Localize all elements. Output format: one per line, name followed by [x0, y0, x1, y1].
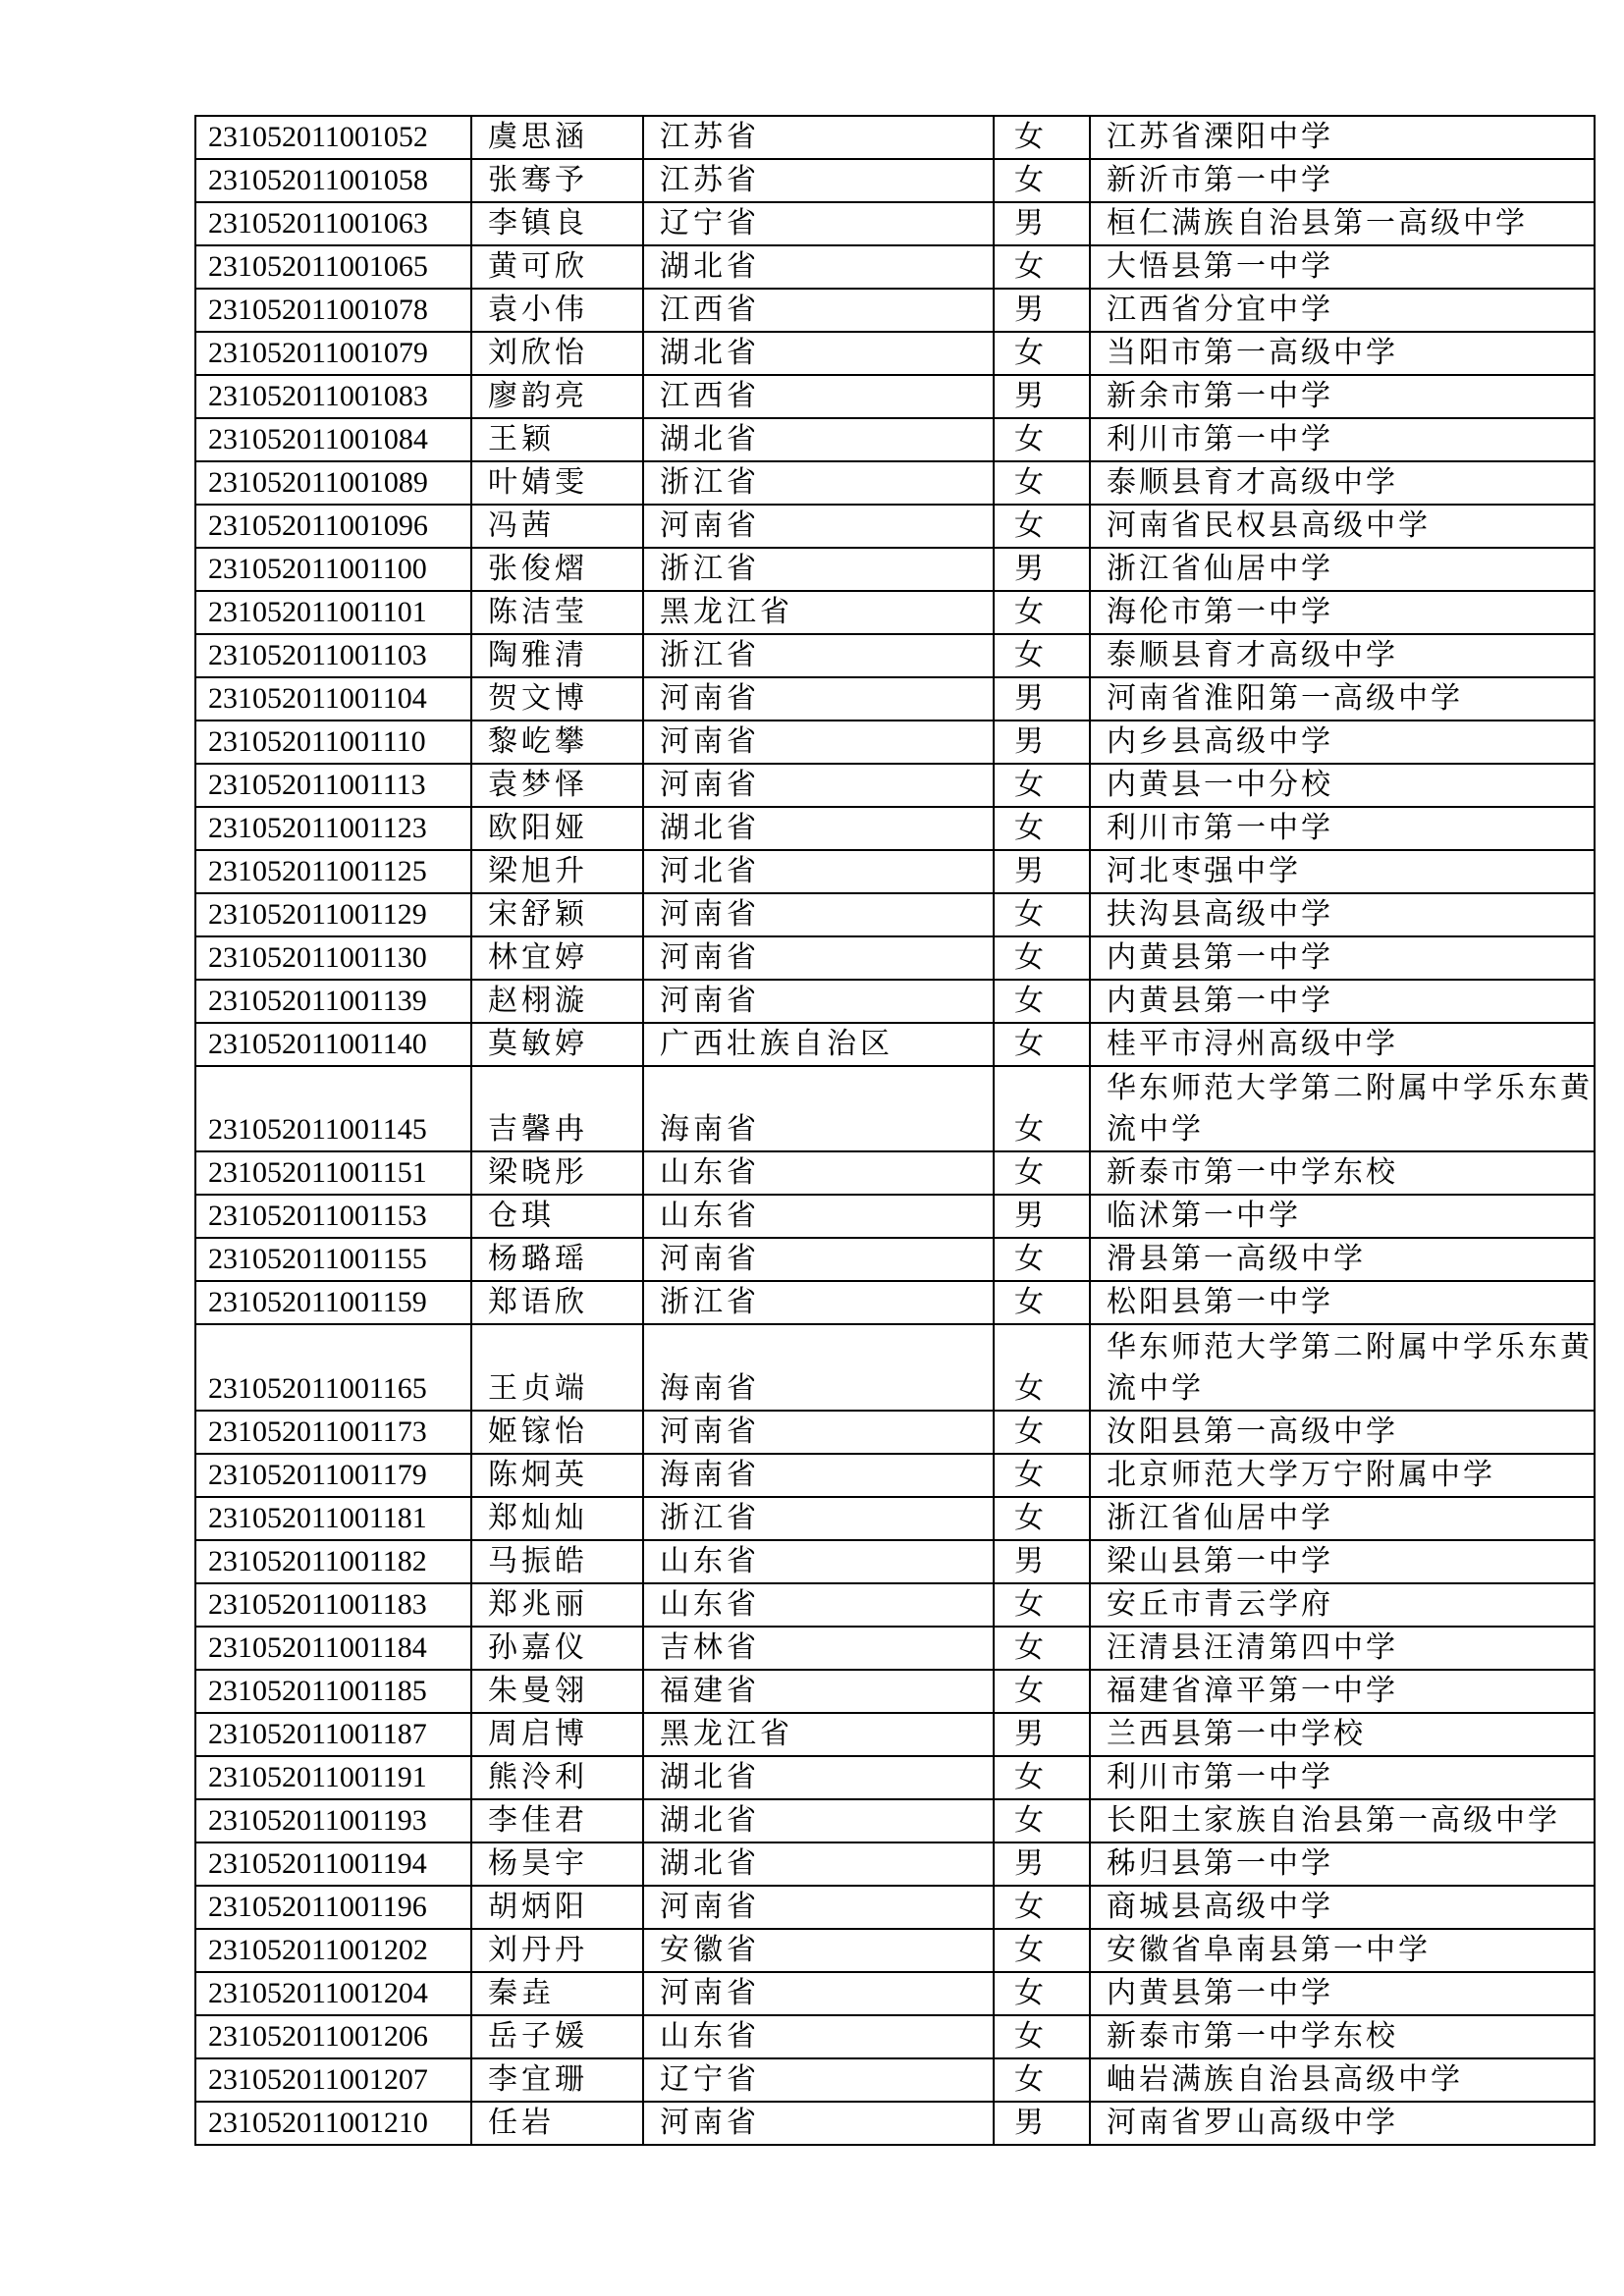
gender-cell: 女: [994, 1454, 1090, 1497]
gender-cell: 女: [994, 1972, 1090, 2015]
student-id-cell: 231052011001153: [195, 1195, 471, 1238]
name-cell: 王颖: [471, 418, 643, 461]
table-row: [195, 1023, 1595, 1066]
table-row: [195, 1411, 1595, 1454]
province-cell: 海南省: [643, 1066, 994, 1151]
gender-cell: 女: [994, 1151, 1090, 1195]
table-row: [195, 1756, 1595, 1799]
table-row: [195, 1627, 1595, 1670]
province-cell: 辽宁省: [643, 202, 994, 245]
table-row: [195, 980, 1595, 1023]
school-cell: 安徽省阜南县第一中学: [1090, 1929, 1595, 1972]
name-cell: 袁小伟: [471, 289, 643, 332]
school-cell: 岫岩满族自治县高级中学: [1090, 2058, 1595, 2102]
gender-cell: 女: [994, 1238, 1090, 1281]
gender-cell: 女: [994, 332, 1090, 375]
name-cell: 欧阳娅: [471, 807, 643, 850]
table-row: [195, 505, 1595, 548]
name-cell: 朱曼翎: [471, 1670, 643, 1713]
gender-cell: 男: [994, 1540, 1090, 1583]
school-cell: 内黄县第一中学: [1090, 936, 1595, 980]
student-id-cell: 231052011001185: [195, 1670, 471, 1713]
province-cell: 福建省: [643, 1670, 994, 1713]
province-cell: 浙江省: [643, 1497, 994, 1540]
name-cell: 仓琪: [471, 1195, 643, 1238]
table-row: [195, 850, 1595, 893]
school-cell: 内黄县第一中学: [1090, 980, 1595, 1023]
table-row: [195, 1066, 1595, 1151]
student-id-cell: 231052011001194: [195, 1842, 471, 1886]
table-row: [195, 1583, 1595, 1627]
gender-cell: 女: [994, 2058, 1090, 2102]
name-cell: 林宜婷: [471, 936, 643, 980]
school-cell: 内乡县高级中学: [1090, 721, 1595, 764]
school-cell: 梁山县第一中学: [1090, 1540, 1595, 1583]
student-id-cell: 231052011001123: [195, 807, 471, 850]
table-row: [195, 764, 1595, 807]
gender-cell: 女: [994, 936, 1090, 980]
school-cell: 新余市第一中学: [1090, 375, 1595, 418]
province-cell: 河南省: [643, 980, 994, 1023]
gender-cell: 男: [994, 677, 1090, 721]
student-id-cell: 231052011001139: [195, 980, 471, 1023]
name-cell: 虞思涵: [471, 116, 643, 159]
student-id-cell: 231052011001155: [195, 1238, 471, 1281]
student-id-cell: 231052011001181: [195, 1497, 471, 1540]
province-cell: 湖北省: [643, 807, 994, 850]
student-id-cell: 231052011001196: [195, 1886, 471, 1929]
table-row: [195, 116, 1595, 159]
school-cell: 汪清县汪清第四中学: [1090, 1627, 1595, 1670]
province-cell: 江西省: [643, 289, 994, 332]
school-cell: 北京师范大学万宁附属中学: [1090, 1454, 1595, 1497]
table-row: [195, 2015, 1595, 2058]
province-cell: 河南省: [643, 2102, 994, 2145]
school-cell: 浙江省仙居中学: [1090, 548, 1595, 591]
gender-cell: 女: [994, 764, 1090, 807]
school-cell: 当阳市第一高级中学: [1090, 332, 1595, 375]
school-cell: 华东师范大学第二附属中学乐东黄流中学: [1090, 1066, 1595, 1151]
school-cell: 华东师范大学第二附属中学乐东黄流中学: [1090, 1324, 1595, 1410]
student-id-cell: 231052011001173: [195, 1411, 471, 1454]
name-cell: 袁梦怿: [471, 764, 643, 807]
school-cell: 江西省分宜中学: [1090, 289, 1595, 332]
name-cell: 陶雅清: [471, 634, 643, 677]
school-cell: 内黄县第一中学: [1090, 1972, 1595, 2015]
gender-cell: 女: [994, 1886, 1090, 1929]
province-cell: 辽宁省: [643, 2058, 994, 2102]
table-row: [195, 1972, 1595, 2015]
school-cell: 临沭第一中学: [1090, 1195, 1595, 1238]
province-cell: 河南省: [643, 1238, 994, 1281]
table-row: [195, 548, 1595, 591]
province-cell: 河南省: [643, 505, 994, 548]
gender-cell: 女: [994, 1497, 1090, 1540]
school-cell: 大悟县第一中学: [1090, 245, 1595, 289]
name-cell: 刘丹丹: [471, 1929, 643, 1972]
gender-cell: 女: [994, 1324, 1090, 1410]
name-cell: 杨璐瑶: [471, 1238, 643, 1281]
student-id-cell: 231052011001183: [195, 1583, 471, 1627]
gender-cell: 男: [994, 202, 1090, 245]
province-cell: 广西壮族自治区: [643, 1023, 994, 1066]
name-cell: 马振皓: [471, 1540, 643, 1583]
table-row: [195, 2058, 1595, 2102]
student-id-cell: 231052011001079: [195, 332, 471, 375]
province-cell: 湖北省: [643, 1842, 994, 1886]
gender-cell: 女: [994, 245, 1090, 289]
table-row: [195, 1281, 1595, 1324]
student-id-cell: 231052011001191: [195, 1756, 471, 1799]
name-cell: 姬镓怡: [471, 1411, 643, 1454]
student-id-cell: 231052011001159: [195, 1281, 471, 1324]
student-id-cell: 231052011001145: [195, 1066, 471, 1151]
school-cell: 河南省罗山高级中学: [1090, 2102, 1595, 2145]
province-cell: 河南省: [643, 936, 994, 980]
student-roster-table: [194, 115, 1596, 2146]
table-row: [195, 1151, 1595, 1195]
gender-cell: 男: [994, 2102, 1090, 2145]
gender-cell: 女: [994, 1411, 1090, 1454]
student-id-cell: 231052011001104: [195, 677, 471, 721]
table-row: [195, 1670, 1595, 1713]
school-cell: 泰顺县育才高级中学: [1090, 461, 1595, 505]
gender-cell: 女: [994, 807, 1090, 850]
name-cell: 廖韵亮: [471, 375, 643, 418]
table-row: [195, 936, 1595, 980]
name-cell: 吉馨冉: [471, 1066, 643, 1151]
name-cell: 郑灿灿: [471, 1497, 643, 1540]
gender-cell: 男: [994, 548, 1090, 591]
province-cell: 河南省: [643, 677, 994, 721]
name-cell: 赵栩漩: [471, 980, 643, 1023]
school-cell: 利川市第一中学: [1090, 807, 1595, 850]
student-id-cell: 231052011001103: [195, 634, 471, 677]
student-id-cell: 231052011001125: [195, 850, 471, 893]
province-cell: 黑龙江省: [643, 1713, 994, 1756]
table-row: [195, 202, 1595, 245]
table-row: [195, 159, 1595, 202]
name-cell: 秦垚: [471, 1972, 643, 2015]
student-id-cell: 231052011001110: [195, 721, 471, 764]
student-id-cell: 231052011001184: [195, 1627, 471, 1670]
province-cell: 江苏省: [643, 159, 994, 202]
gender-cell: 女: [994, 1929, 1090, 1972]
table-row: [195, 807, 1595, 850]
name-cell: 梁旭升: [471, 850, 643, 893]
province-cell: 湖北省: [643, 332, 994, 375]
student-id-cell: 231052011001089: [195, 461, 471, 505]
province-cell: 山东省: [643, 1151, 994, 1195]
province-cell: 山东省: [643, 1195, 994, 1238]
table-row: [195, 1713, 1595, 1756]
student-id-cell: 231052011001100: [195, 548, 471, 591]
province-cell: 河南省: [643, 721, 994, 764]
school-cell: 扶沟县高级中学: [1090, 893, 1595, 936]
school-cell: 松阳县第一中学: [1090, 1281, 1595, 1324]
name-cell: 杨昊宇: [471, 1842, 643, 1886]
gender-cell: 男: [994, 1842, 1090, 1886]
student-id-cell: 231052011001187: [195, 1713, 471, 1756]
table-row: [195, 375, 1595, 418]
school-cell: 秭归县第一中学: [1090, 1842, 1595, 1886]
province-cell: 黑龙江省: [643, 591, 994, 634]
gender-cell: 女: [994, 634, 1090, 677]
name-cell: 莫敏婷: [471, 1023, 643, 1066]
gender-cell: 女: [994, 1670, 1090, 1713]
province-cell: 河北省: [643, 850, 994, 893]
table-row: [195, 1886, 1595, 1929]
gender-cell: 男: [994, 850, 1090, 893]
school-cell: 江苏省溧阳中学: [1090, 116, 1595, 159]
name-cell: 张骞予: [471, 159, 643, 202]
student-id-cell: 231052011001129: [195, 893, 471, 936]
student-id-cell: 231052011001052: [195, 116, 471, 159]
student-id-cell: 231052011001206: [195, 2015, 471, 2058]
table-row: [195, 893, 1595, 936]
name-cell: 郑语欣: [471, 1281, 643, 1324]
gender-cell: 男: [994, 721, 1090, 764]
school-cell: 安丘市青云学府: [1090, 1583, 1595, 1627]
province-cell: 浙江省: [643, 461, 994, 505]
name-cell: 李佳君: [471, 1799, 643, 1842]
name-cell: 王贞端: [471, 1324, 643, 1410]
name-cell: 李宜珊: [471, 2058, 643, 2102]
gender-cell: 女: [994, 980, 1090, 1023]
province-cell: 湖北省: [643, 1799, 994, 1842]
province-cell: 吉林省: [643, 1627, 994, 1670]
province-cell: 湖北省: [643, 1756, 994, 1799]
school-cell: 福建省漳平第一中学: [1090, 1670, 1595, 1713]
student-id-cell: 231052011001151: [195, 1151, 471, 1195]
province-cell: 河南省: [643, 1886, 994, 1929]
name-cell: 叶婧雯: [471, 461, 643, 505]
name-cell: 岳子媛: [471, 2015, 643, 2058]
province-cell: 山东省: [643, 1540, 994, 1583]
gender-cell: 女: [994, 591, 1090, 634]
province-cell: 湖北省: [643, 245, 994, 289]
gender-cell: 女: [994, 159, 1090, 202]
gender-cell: 女: [994, 1583, 1090, 1627]
table-row: [195, 1799, 1595, 1842]
name-cell: 宋舒颖: [471, 893, 643, 936]
province-cell: 山东省: [643, 2015, 994, 2058]
school-cell: 长阳土家族自治县第一高级中学: [1090, 1799, 1595, 1842]
student-id-cell: 231052011001084: [195, 418, 471, 461]
gender-cell: 男: [994, 375, 1090, 418]
table-row: [195, 721, 1595, 764]
school-cell: 河南省淮阳第一高级中学: [1090, 677, 1595, 721]
gender-cell: 女: [994, 418, 1090, 461]
table-row: [195, 1842, 1595, 1886]
name-cell: 梁晓彤: [471, 1151, 643, 1195]
table-row: [195, 289, 1595, 332]
table-row: [195, 2102, 1595, 2145]
school-cell: 利川市第一中学: [1090, 1756, 1595, 1799]
table-row: [195, 461, 1595, 505]
gender-cell: 女: [994, 1799, 1090, 1842]
student-id-cell: 231052011001165: [195, 1324, 471, 1410]
school-cell: 桓仁满族自治县第一高级中学: [1090, 202, 1595, 245]
name-cell: 李镇良: [471, 202, 643, 245]
student-id-cell: 231052011001204: [195, 1972, 471, 2015]
student-id-cell: 231052011001065: [195, 245, 471, 289]
student-id-cell: 231052011001130: [195, 936, 471, 980]
province-cell: 浙江省: [643, 634, 994, 677]
table-row: [195, 1454, 1595, 1497]
table-row: [195, 1324, 1595, 1410]
school-cell: 兰西县第一中学校: [1090, 1713, 1595, 1756]
student-id-cell: 231052011001207: [195, 2058, 471, 2102]
school-cell: 海伦市第一中学: [1090, 591, 1595, 634]
name-cell: 任岩: [471, 2102, 643, 2145]
gender-cell: 女: [994, 1023, 1090, 1066]
province-cell: 浙江省: [643, 548, 994, 591]
table-row: [195, 677, 1595, 721]
name-cell: 黄可欣: [471, 245, 643, 289]
school-cell: 利川市第一中学: [1090, 418, 1595, 461]
student-id-cell: 231052011001083: [195, 375, 471, 418]
name-cell: 黎屹攀: [471, 721, 643, 764]
gender-cell: 男: [994, 289, 1090, 332]
table-row: [195, 245, 1595, 289]
student-id-cell: 231052011001078: [195, 289, 471, 332]
school-cell: 商城县高级中学: [1090, 1886, 1595, 1929]
school-cell: 汝阳县第一高级中学: [1090, 1411, 1595, 1454]
name-cell: 周启博: [471, 1713, 643, 1756]
school-cell: 泰顺县育才高级中学: [1090, 634, 1595, 677]
table-row: [195, 1497, 1595, 1540]
name-cell: 冯茜: [471, 505, 643, 548]
name-cell: 贺文博: [471, 677, 643, 721]
province-cell: 江西省: [643, 375, 994, 418]
table-row: [195, 1929, 1595, 1972]
name-cell: 郑兆丽: [471, 1583, 643, 1627]
table-row: [195, 634, 1595, 677]
name-cell: 熊泠利: [471, 1756, 643, 1799]
province-cell: 安徽省: [643, 1929, 994, 1972]
gender-cell: 女: [994, 2015, 1090, 2058]
name-cell: 刘欣怡: [471, 332, 643, 375]
student-id-cell: 231052011001063: [195, 202, 471, 245]
school-cell: 桂平市浔州高级中学: [1090, 1023, 1595, 1066]
student-id-cell: 231052011001193: [195, 1799, 471, 1842]
student-id-cell: 231052011001113: [195, 764, 471, 807]
province-cell: 湖北省: [643, 418, 994, 461]
name-cell: 孙嘉仪: [471, 1627, 643, 1670]
name-cell: 陈炯英: [471, 1454, 643, 1497]
school-cell: 河北枣强中学: [1090, 850, 1595, 893]
table-row: [195, 418, 1595, 461]
province-cell: 河南省: [643, 1972, 994, 2015]
province-cell: 河南省: [643, 764, 994, 807]
gender-cell: 女: [994, 116, 1090, 159]
province-cell: 海南省: [643, 1454, 994, 1497]
school-cell: 新泰市第一中学东校: [1090, 2015, 1595, 2058]
school-cell: 浙江省仙居中学: [1090, 1497, 1595, 1540]
table-row: [195, 1195, 1595, 1238]
student-id-cell: 231052011001210: [195, 2102, 471, 2145]
name-cell: 陈洁莹: [471, 591, 643, 634]
gender-cell: 女: [994, 1281, 1090, 1324]
student-id-cell: 231052011001202: [195, 1929, 471, 1972]
student-id-cell: 231052011001058: [195, 159, 471, 202]
school-cell: 新泰市第一中学东校: [1090, 1151, 1595, 1195]
province-cell: 江苏省: [643, 116, 994, 159]
student-id-cell: 231052011001179: [195, 1454, 471, 1497]
student-id-cell: 231052011001182: [195, 1540, 471, 1583]
student-id-cell: 231052011001101: [195, 591, 471, 634]
gender-cell: 男: [994, 1713, 1090, 1756]
name-cell: 张俊熠: [471, 548, 643, 591]
school-cell: 滑县第一高级中学: [1090, 1238, 1595, 1281]
gender-cell: 女: [994, 1066, 1090, 1151]
province-cell: 海南省: [643, 1324, 994, 1410]
table-row: [195, 591, 1595, 634]
province-cell: 山东省: [643, 1583, 994, 1627]
school-cell: 新沂市第一中学: [1090, 159, 1595, 202]
school-cell: 河南省民权县高级中学: [1090, 505, 1595, 548]
table-row: [195, 1238, 1595, 1281]
name-cell: 胡炳阳: [471, 1886, 643, 1929]
province-cell: 浙江省: [643, 1281, 994, 1324]
gender-cell: 女: [994, 1756, 1090, 1799]
province-cell: 河南省: [643, 1411, 994, 1454]
gender-cell: 男: [994, 1195, 1090, 1238]
table-row: [195, 332, 1595, 375]
gender-cell: 女: [994, 461, 1090, 505]
student-id-cell: 231052011001140: [195, 1023, 471, 1066]
gender-cell: 女: [994, 1627, 1090, 1670]
school-cell: 内黄县一中分校: [1090, 764, 1595, 807]
gender-cell: 女: [994, 505, 1090, 548]
table-row: [195, 1540, 1595, 1583]
roster-body: [195, 116, 1595, 2145]
student-id-cell: 231052011001096: [195, 505, 471, 548]
province-cell: 河南省: [643, 893, 994, 936]
gender-cell: 女: [994, 893, 1090, 936]
